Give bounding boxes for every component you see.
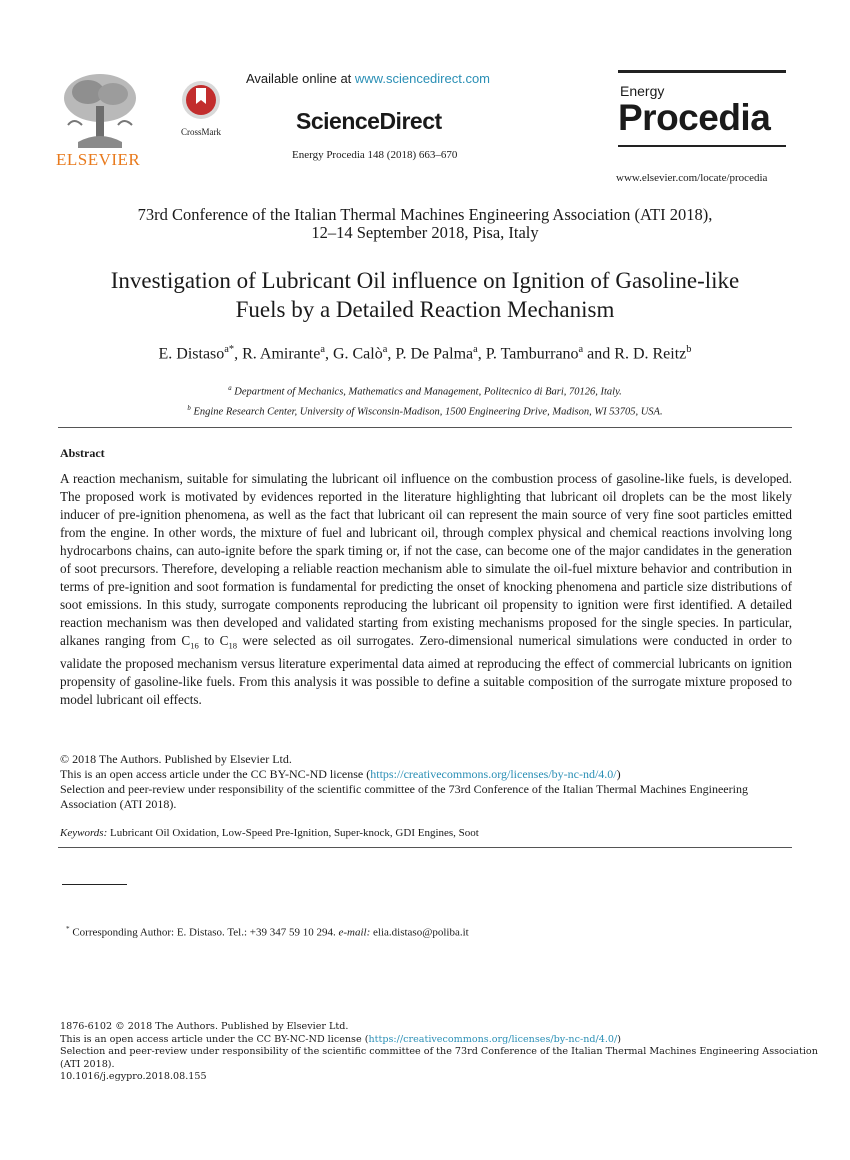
keywords: [60, 827, 792, 839]
elsevier-logo: [58, 70, 143, 170]
author-name: R. D. Reitz: [614, 345, 687, 363]
section-divider-top: [58, 427, 792, 428]
crossmark-label: CrossMark: [181, 127, 221, 137]
author-name: P. Tamburrano: [485, 345, 579, 363]
author-affiliation-mark: b: [686, 344, 692, 355]
elsevier-tree-icon: [58, 70, 143, 150]
author-name: R. Amirante: [242, 345, 321, 363]
license-block: [60, 752, 792, 812]
author-separator: ,: [324, 345, 333, 363]
section-divider-bottom: [58, 847, 792, 848]
affiliation-b: $^b$ Engine Research Center, University of Wisconsin-Madison, 1500 Engineering Drive, Madison, WI 53705, USA.: [187, 404, 663, 417]
sciencedirect-logo: ScienceDirect: [296, 108, 442, 134]
title-line-1: Investigation of Lubricant Oil influence on Ignition of Gasoline-like: [110, 268, 740, 293]
journal-url[interactable]: www.elsevier.com/locate/procedia: [616, 172, 768, 184]
corresponding-author-footnote: * Corresponding Author: E. Distaso. Tel.: +39 347 59 10 294. e-mail: elia.distaso@poliba.it: [66, 925, 469, 939]
author-email[interactable]: elia.distaso@poliba.it: [370, 926, 469, 939]
copyright-line: © 2018 The Authors. Published by Elsevier Ltd.: [60, 752, 292, 766]
author-affiliation-mark: a: [578, 344, 584, 355]
crossmark-icon: [175, 80, 227, 122]
author-separator: and: [583, 345, 615, 363]
page-footer: [60, 1021, 820, 1084]
elsevier-wordmark: ELSEVIER: [56, 150, 141, 169]
logo-energy-word: Energy: [620, 83, 665, 99]
author-name: P. De Palma: [395, 345, 474, 363]
abstract-heading: Abstract: [60, 446, 105, 460]
energy-procedia-logo: [618, 70, 788, 147]
available-online: Available online at www.sciencedirect.com: [246, 71, 491, 86]
sciencedirect-link[interactable]: www.sciencedirect.com: [354, 71, 491, 86]
peer-review-line: Selection and peer-review under responsibility of the scientific committee of the 73rd Conference of the Italian Thermal Machines Engineering Association (ATI 2018).: [60, 782, 748, 811]
affiliation-a: $^a$ Department of Mechanics, Mathematics and Management, Politecnico di Bari, 70126, Italy.: [228, 385, 622, 398]
logo-top-rule: [618, 70, 786, 73]
paper-title: [60, 266, 790, 324]
author-name: E. Distaso: [158, 345, 225, 363]
footer-doi[interactable]: 10.1016/j.egypro.2018.08.155: [60, 1071, 207, 1082]
author-affiliation-mark: a: [473, 344, 478, 355]
license-link[interactable]: https://creativecommons.org/licenses/by-nc-nd/4.0/: [370, 767, 617, 781]
footer-open-access: This is an open access article under the CC BY-NC-ND license (https://creativecommons.org/licenses/by-nc-nd/4.0/): [60, 1033, 621, 1045]
author-separator: ,: [477, 345, 486, 363]
author-affiliation-mark: a*: [224, 344, 235, 355]
keywords-text: Lubricant Oil Oxidation, Low-Speed Pre-Ignition, Super-knock, GDI Engines, Soot: [107, 827, 479, 839]
author-name: G. Calò: [332, 345, 383, 363]
author-separator: ,: [234, 345, 243, 363]
author-list: [60, 344, 790, 363]
conference-line-2: 12–14 September 2018, Pisa, Italy: [311, 223, 539, 242]
open-access-line: This is an open access article under the CC BY-NC-ND license (https://creativecommons.org/licenses/by-nc-nd/4.0/): [60, 767, 621, 781]
keywords-label: Keywords:: [60, 827, 108, 839]
footer-license-link[interactable]: https://creativecommons.org/licenses/by-nc-nd/4.0/: [368, 1033, 618, 1045]
title-line-2: Fuels by a Detailed Reaction Mechanism: [235, 297, 615, 322]
author-separator: ,: [387, 345, 396, 363]
footer-issn: 1876-6102 © 2018 The Authors. Published by Elsevier Ltd.: [60, 1021, 349, 1032]
conference-line-1: 73rd Conference of the Italian Thermal Machines Engineering Association (ATI 2018),: [137, 205, 713, 224]
logo-bottom-rule: [618, 145, 786, 147]
conference-info: [60, 206, 790, 242]
logo-procedia-word: Procedia: [618, 97, 771, 138]
abstract-text: A reaction mechanism, suitable for simulating the lubricant oil influence on the combustion process of gasoline-like fuels, is developed. The proposed work is motivated by evidences reported in the literature highlighting that lubricant oil droplets can be the most likely inducer of pre-ignition phenomena, as well as the fact that lubricant oil can represent the main source of very fine soot particles emitted from the engine. In other words, the mixture of fuel and lubricant oil, through complex physical and chemical reactions involving long hydrocarbons chains, can auto-ignite before the spark timing or, if not the case, can become one of the major candidates in the generation of soot precursors. Therefore, developing a reliable reaction mechanism able to simulate the oil-fuel mixture behavior and contribution in terms of pre-ignition and soot formation is fundamental for predicting the onset of knocking phenomena and particle size distributions of soot emissions. In this study, surrogate components reproducing the lubricant oil propensity to ignition were first identified. A detailed reaction mechanism was then developed and validated starting from existing mechanisms proposed for the single species. In particular, alkanes ranging from $C_{16}$ to $C_{18}$ were selected as oil surrogates. Zero-dimensional numerical simulations were conducted in order to validate the proposed mechanism versus literature experimental data aimed at reproducing the effect of commercial lubricants on ignition propensity of gasoline-like fuels. From this analysis it was possible to define a suitable composition of the surrogate mixture proposed to model lubricant oil effects.: [60, 471, 792, 707]
footer-peer-review: Selection and peer-review under responsibility of the scientific committee of the 73rd Conference of the Italian Thermal Machines Engineering Association (ATI 2018).: [60, 1046, 818, 1070]
author-affiliation-mark: a: [382, 344, 388, 355]
author-affiliation-mark: a: [320, 344, 325, 355]
footnote-rule: [62, 884, 127, 885]
affiliations: [60, 381, 790, 420]
crossmark-badge[interactable]: [175, 80, 227, 136]
journal-reference: Energy Procedia 148 (2018) 663–670: [292, 149, 458, 161]
